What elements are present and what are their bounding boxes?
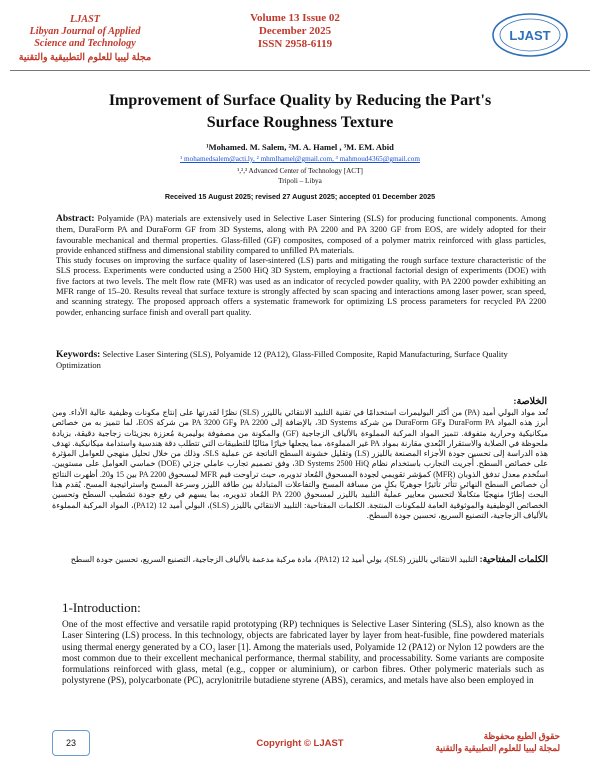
introduction-body: One of the most effective and versatile rapid prototyping (RP) techniques is Selective Laser Sintering (SLS), also known as the Laser Sintering (LS) process. In this technology, objects are fabricated layer by layer from heat-fusible, fine powdered materials using thermal energy generated by a CO₂ laser [1]. Among the materials used, Polyamide 12 (PA12) or Nylon 12 powders are the most common due to their excellent mechanical performance, thermal stability, and processability. Some variants are composite formulations reinforced with glass, metal (e.g., copper or aluminium), or carbon fibres. Other polymeric materials such as polystyrene (PS), polycarbonate (PC), acrylonitrile butadiene styrene (ABS), ceramics, and metals have also been employed in: [62, 620, 544, 687]
arabic-abstract-title: الخلاصة:: [513, 397, 547, 407]
footer-arabic: [420, 730, 560, 754]
abstract-paragraph-1: [56, 213, 546, 255]
affiliation: ¹,²,³ Advanced Center of Technology [ACT]: [237, 167, 363, 175]
introduction-heading: 1-Introduction:: [62, 600, 141, 615]
journal-name-line2: Science and Technology: [34, 38, 136, 49]
header-divider: [10, 70, 590, 71]
issue-date: December 2025: [258, 25, 332, 37]
title-line2: Surface Roughness Texture: [206, 114, 394, 131]
arabic-abstract-body: تُعد مواد البولي أميد (PA) من أكثر البوليمرات استخدامًا في تقنية التلبيد الانتقائي بالليزر (SLS) نظرًا لقدرتها على إنتاج مكونات وظيفية عالية الأداء. ومن أبرز هذه المواد DuraForm PA وDuraForm GF من شركة 3D Systems، بالإضافة إلى PA 2200 وPA 3200 GF من شركة EOS، لما تتميز به من خصائص ميكانيكية وحرارية متفوقة. تتميز المواد المركبة المملوءة بالألياف الزجاجية (GF) والمكونة من مصفوفة بوليمرية مُعززة بجزيئات زجاجية دقيقة، بزيادة ملحوظة في الصلابة والاستقرار البُعدي مقارنة بمواد PA غير المملوءة، مما يجعلها خيارًا مثاليًا للتطبيقات التي تتطلب دقة هندسية واستدامة ميكانيكية. تهدف هذه الدراسة إلى تحسين جودة الأجزاء المصنعة بالليزر (LS) وتقليل خشونة السطح الناتجة عن عملية SLS، وذلك من خلال تحليل منهجي للعوامل المؤثرة على خصائص السطح. أُجريت التجارب باستخدام نظام 3D Systems 2500 HiQ، وفق تصميم تجارب عاملي جزئي (DOE) خماسي العوامل على مستويين. استُخدم معدل تدفق الذوبان (MFR) كمؤشر تقويمي لجودة المسحوق المُعاد تدويره، حيث تراوحت قيم MFR لمسحوق PA 2200 بين 15 و20. أظهرت النتائج أن خصائص السطح النهائي تتأثر تأثيرًا جوهريًا بكلٍ من مسافة المسح والتفاعلات المتبادلة بين طاقة الليزر وسرعة المسح واستراتيجية المسح. يُقدم هذا البحث إطارًا منهجيًا متكاملًا لتحسين معايير عملية التلبيد بالليزر لمسحوق PA 2200 المُعاد تدويره، بما يسهم في رفع جودة تشطيب السطح وتحسين الخصائص الوظيفية والموثوقية العامة للمكونات المنتجة. الكلمات المفتاحية: التلبيد الانتقائي بالليزر (SLS)، البولي أميد 12 (PA12)، المواد المركبة المملوءة بالألياف الزجاجية، التصنيع السريع، تحسين جودة السطح.: [52, 408, 549, 520]
page-number: 23: [52, 730, 90, 756]
author-emails[interactable]: ¹ mohamedsalem@acti.ly, ² mhmlhamel@gmail.com, ³ mahmoud4365@gmail.com: [180, 155, 420, 163]
abstract-label: Abstract:: [56, 214, 95, 224]
abstract-text-1: Polyamide (PA) materials are extensively used in Selective Laser Sintering (SLS) for producing functional components. Among them, DuraForm PA and DuraForm GF from 3D Systems, along with PA 2200 and PA 3200 GF from EOS, are widely adopted for their favourable mechanical and thermal properties. Glass-filled (GF) composites, composed of a polymer matrix reinforced with glass particles, provide enhanced stiffness and dimensional stability compared to unfilled PA materials.: [56, 213, 547, 255]
abstract-paragraph-2: This study focuses on improving the surface quality of laser-sintered (LS) parts and mitigating the rough surface texture characteristic of the SLS process. Experiments were conducted using a 2500 HiQ 3D System, employing a fractional factorial design of experiments (DOE) with five factors at two levels. The melt flow rate (MFR) was used as an indicator of recycled powder quality, with PA 2200 powder exhibiting an MFR range of 15–20. Results reveal that surface texture is strongly affected by scan spacing and interactions among laser power, scan speed, and scanning strategy. The proposed approach offers a systematic framework for optimizing LS process parameters for recycled PA 2200 powder, enhancing surface finish and overall part quality.: [56, 255, 546, 317]
issue-info: [200, 12, 390, 51]
journal-name-line1: Libyan Journal of Applied: [29, 26, 141, 37]
location: Tripoli – Libya: [278, 177, 322, 185]
journal-name-arabic: مجلة ليبيا للعلوم التطبيقية والتقنية: [18, 52, 152, 63]
paper-title: [70, 90, 530, 134]
volume-issue: Volume 13 Issue 02: [250, 12, 340, 24]
svg-text:LJAST: LJAST: [509, 28, 551, 43]
footer-arabic-line1: حقوق الطبع محفوظة: [483, 731, 560, 741]
journal-header-left: [10, 14, 160, 64]
keywords-text: Selective Laser Sintering (SLS), Polyamide 12 (PA12), Glass-Filled Composite, Rapid Manufacturing, Surface Quality Optimization: [56, 349, 508, 371]
arabic-keywords: [52, 554, 548, 565]
arabic-keywords-label: الكلمات المفتاحية:: [479, 554, 548, 564]
issn: ISSN 2958-6119: [257, 38, 333, 50]
journal-short-name: LJAST: [69, 14, 100, 25]
authors: ¹Mohamed. M. Salem, ²M. A. Hamel , ³M. EM. Abid: [206, 142, 394, 152]
journal-logo: [490, 10, 570, 60]
keywords-label: Keywords:: [56, 350, 101, 360]
title-line1: Improvement of Surface Quality by Reducing the Part's: [108, 92, 492, 109]
keywords: [56, 349, 546, 371]
footer-arabic-line2: لمجلة ليبيا للعلوم التطبيقية والتقنية: [435, 743, 560, 753]
received-dates: Received 15 August 2025; revised 27 August 2025; accepted 01 December 2025: [164, 192, 436, 201]
copyright: Copyright © LJAST: [256, 738, 344, 749]
abstract: [56, 213, 546, 317]
arabic-keywords-text: التلبيد الانتقائي بالليزر (SLS)، بولي أميد 12 (PA12)، مادة مركبة مدعمة بالألياف الزجاجية، التصنيع السريع، تحسين جودة السطح: [70, 555, 478, 564]
